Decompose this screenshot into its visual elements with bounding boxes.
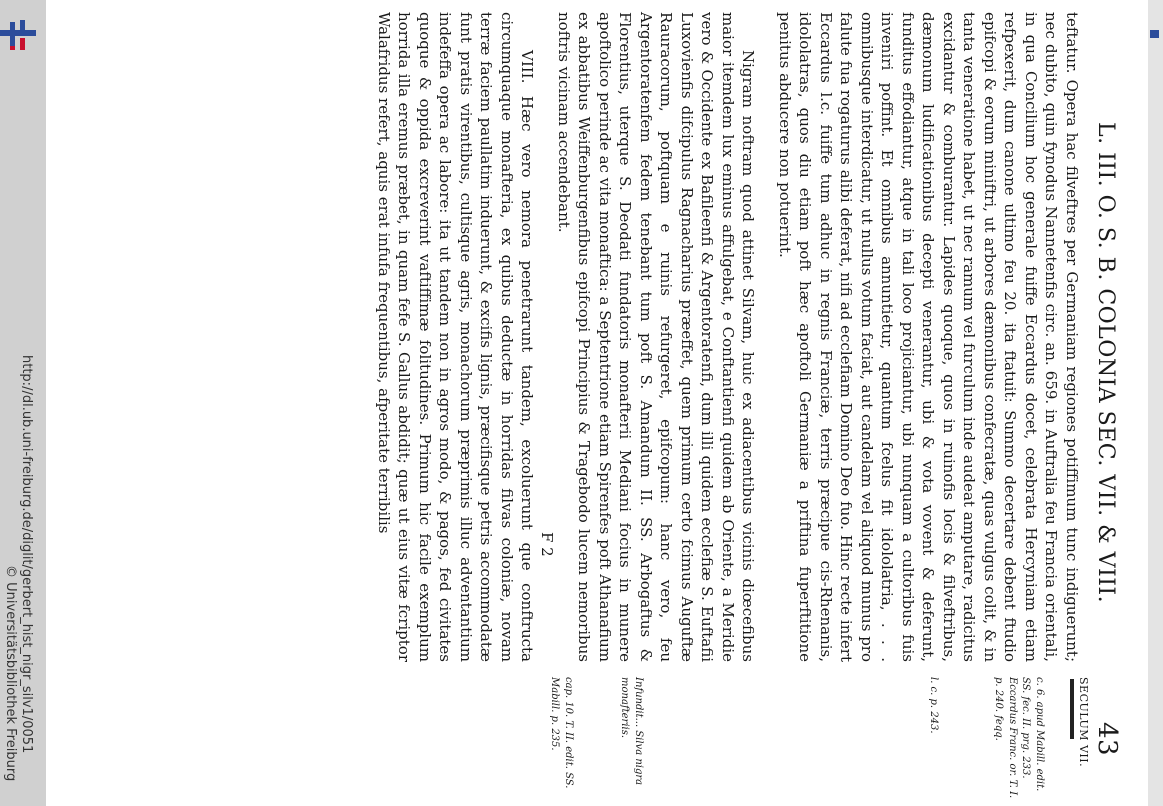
margin-rule bbox=[1071, 679, 1075, 739]
margin-note: cap. 10. T. II. edit. SS. Mabill. p. 235. bbox=[549, 677, 574, 789]
page-number: 43 bbox=[1092, 722, 1122, 757]
margin-note: Infundit... Silva nigra monafteriis. bbox=[619, 677, 644, 786]
copyright-notice: © Universitätsbibliothek Freiburg bbox=[3, 565, 18, 782]
body-text bbox=[374, 12, 1083, 662]
signature-mark: F 2 bbox=[538, 532, 556, 557]
library-logo-icon bbox=[0, 18, 40, 52]
paragraph: Nigram noftram quod attinet Silvam, huic ex adiacentibus vicinis diœcefibus maior itemdem lux eminus affulgebat, e Conftantienfi quidem ab Oriente, a Meridie vero & Occidente ex Bafileenfi & Argentoratenfi, dum illi quidem ecclefiæ S. Euftafii Luxovienfis difcipulus Ragnacharius præeffet, quem primum certo fcimus Auguftæ Rauracorum, poftquam e ruinis refurgeret, epifcopum: hanc vero, feu Argentoratenfem fedem tenebant tum poft S. Amandum II. SS. Arbogaftus & Florentius, uterque S. Deodati fundatoris monafterii Mediani focius in munere apoftolico perinde ac vita monaftica: a Septentrione etiam Spirenfes poft Athanafium ex abbatibus Weiffenburgenfibus epifcopi Principius & Tragebodo lucem nemoribus noftris vicinam accendebant. bbox=[555, 12, 758, 662]
footer-url-container bbox=[18, 355, 34, 795]
page-header-title: L. III. O. S. B. COLONIA SEC. VII. & VIII. bbox=[1093, 122, 1118, 604]
paragraph: VIII. Hæc vero nemora penetrarunt tandem, excoluerunt que conftructa circumquaque monafteria, ex quibus deductæ in horridas filvas coloniæ, novam terræ faciem paullatim induerunt, & excifis lignis, præcifisque petris accommodatæ funt pratis virentibus, cultisque agris, monachorum præprimis illuc adventantium indefeffa opera ac labore: ita ut tandem non in agros modo, & pagos, fed civitates quoque & oppida excreverint vaftiffimæ folitudines. Primum hic facile exemplum horrida illa eremus præbet, in quam fefe S. Gallus abdidit; quæ ut eius vitæ fcriptor Walafridus refert, aquis erat infufa frequentibus, afperitate terribilis bbox=[375, 12, 537, 662]
running-head bbox=[1086, 12, 1126, 802]
paragraph: teftatur. Opera hac filveftres per Germaniam regiones potiffimum tunc indiguerunt; nec dubito, quin fynodus Nannetenfis circ. an. 659. in Auftralia feu Francia orientali, in qua Concilium hoc generale fuiffe Eccardus docet, celebrata Hercyniam etiam refpexerit, dum canone ultimo feu 20. ita ftatuit: Summo decertare debent ftudio epifcopi & eorum miniftri, ut arbores dæmonibus confecratæ, quas vulgus colit, & in tanta veneratione habet, ut nec ramum vel furculum inde audeat amputare, radicitus excidantur & comburantur. Lapides quoque, quos in ruinofis locis & filveftribus, dæmonum ludificationibus decepti venerantur, ubi & vota vovent & deferunt, funditus effodiantur, atque in tali loco projiciantur, ubi nunquam a cultoribus fuis inveniri poffint. Et omnibus annuntietur, quantum fcelus fit idololatria, . . . omnibusque interdicatur, ut nullus votum faciat, aut candelam vel aliquod munus pro falute fua rogaturus alibi deferat, nifi ad ecclefiam Domino Deo fuo. Hinc recte infert Eccardus l.c. fuiffe tum adhuc in regnis Franciæ, terris præcipue cis-Rhenanis, idololatras, quos diu etiam poft hæc apoftoli Germaniæ a priftina fuperftitione penitus abducere non potuerint. bbox=[776, 12, 1081, 662]
margin-note: c. 6. apud Mabill. edit. SS. fec. II. prg. 233. Eccardus Franc. or. T. I. p. 240. feqq. bbox=[993, 677, 1045, 799]
viewer-sidebar bbox=[0, 0, 46, 806]
viewer-right-edge bbox=[1148, 0, 1163, 806]
margin-note: SECULUM VII. bbox=[1077, 677, 1090, 768]
margin-note: l. c. p. 243. bbox=[928, 677, 939, 734]
page-content-rotated bbox=[286, 12, 1126, 802]
edge-marker-icon bbox=[1150, 30, 1159, 38]
copyright-container bbox=[2, 565, 18, 805]
permalink-url[interactable]: http://dl.ub.uni-freiburg.de/diglit/gerbert_hist_nigr_silv1/0051 bbox=[19, 355, 34, 754]
scanned-page bbox=[46, 0, 1148, 806]
